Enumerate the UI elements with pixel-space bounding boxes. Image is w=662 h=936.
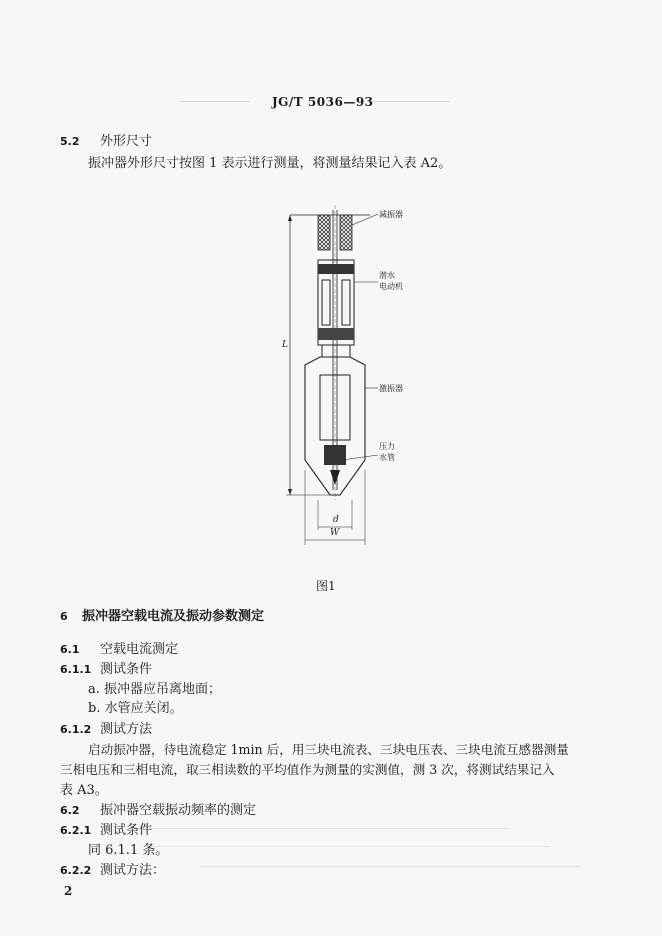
label-dim-L: L — [282, 340, 288, 350]
motor-top-band — [318, 264, 354, 274]
list-text: 水管应关闭。 — [104, 701, 183, 716]
scan-noise — [370, 101, 450, 102]
list-text: 振冲器应吊离地面； — [104, 682, 222, 697]
figure-caption: 图1 — [316, 579, 336, 593]
label-damper: 减振器 — [379, 210, 403, 219]
section-number: 6.1 — [60, 643, 80, 656]
page-number: 2 — [64, 884, 73, 898]
label-motor-line1: 潜水 — [379, 271, 395, 280]
section-6-2-1-heading — [60, 819, 152, 838]
section-6-2-heading — [60, 799, 256, 818]
scan-noise — [150, 828, 510, 829]
scan-noise — [180, 101, 250, 102]
damper-left — [318, 215, 330, 250]
label-motor-line2: 电动机 — [379, 282, 403, 291]
section-number: 6.2.1 — [60, 824, 92, 837]
section-number: 6.1.2 — [60, 723, 92, 736]
section-6-2-2-heading — [60, 859, 165, 878]
standard-header: JG/T 5036—93 — [272, 95, 374, 109]
section-title: 测试方法： — [100, 863, 166, 878]
section-title: 外形尺寸 — [100, 134, 153, 149]
section-6-heading — [60, 605, 264, 624]
section-number: 6.2.2 — [60, 864, 92, 877]
section-6-2-1-text: 同 6.1.1 条。 — [88, 843, 169, 858]
label-pipe-line2: 水管 — [379, 453, 395, 462]
section-title: 测试条件 — [100, 662, 153, 677]
label-pipe-line1: 压力 — [379, 442, 395, 451]
scan-noise — [200, 866, 580, 867]
paragraph-line: 表 A3。 — [60, 783, 108, 798]
scan-noise — [150, 846, 550, 847]
section-title: 振冲器空载电流及振动参数测定 — [82, 609, 265, 624]
label-dim-d: d — [333, 515, 339, 525]
damper-right — [340, 215, 352, 250]
section-title: 测试方法 — [100, 722, 153, 737]
section-title: 空载电流测定 — [100, 642, 179, 657]
list-item — [88, 697, 183, 716]
list-item — [88, 678, 221, 697]
paragraph-line: 启动振冲器，待电流稳定 1min 后，用三块电流表、三块电压表、三块电流互感器测量 — [88, 742, 569, 757]
list-marker: a. — [88, 682, 100, 697]
section-5-2-heading — [60, 130, 152, 149]
section-6-1-heading — [60, 638, 178, 657]
section-title: 测试条件 — [100, 823, 153, 838]
section-number: 6.2 — [60, 804, 80, 817]
paragraph-line: 三相电压和三相电流，取三相读数的平均值作为测量的实测值，测 3 次，将测试结果记入 — [60, 762, 555, 777]
figure-1-diagram — [270, 195, 420, 550]
section-number: 5.2 — [60, 135, 80, 148]
section-6-1-1-heading — [60, 658, 152, 677]
section-6-1-2-heading — [60, 718, 152, 737]
section-number: 6.1.1 — [60, 663, 92, 676]
list-marker: b. — [88, 701, 101, 716]
section-5-2-text: 振冲器外形尺寸按图 1 表示进行测量，将测量结果记入表 A2。 — [88, 156, 452, 171]
label-dim-W: W — [330, 528, 340, 538]
label-vibrator: 激振器 — [379, 384, 403, 393]
section-title: 振冲器空载振动频率的测定 — [100, 803, 257, 818]
section-number: 6 — [60, 610, 68, 623]
